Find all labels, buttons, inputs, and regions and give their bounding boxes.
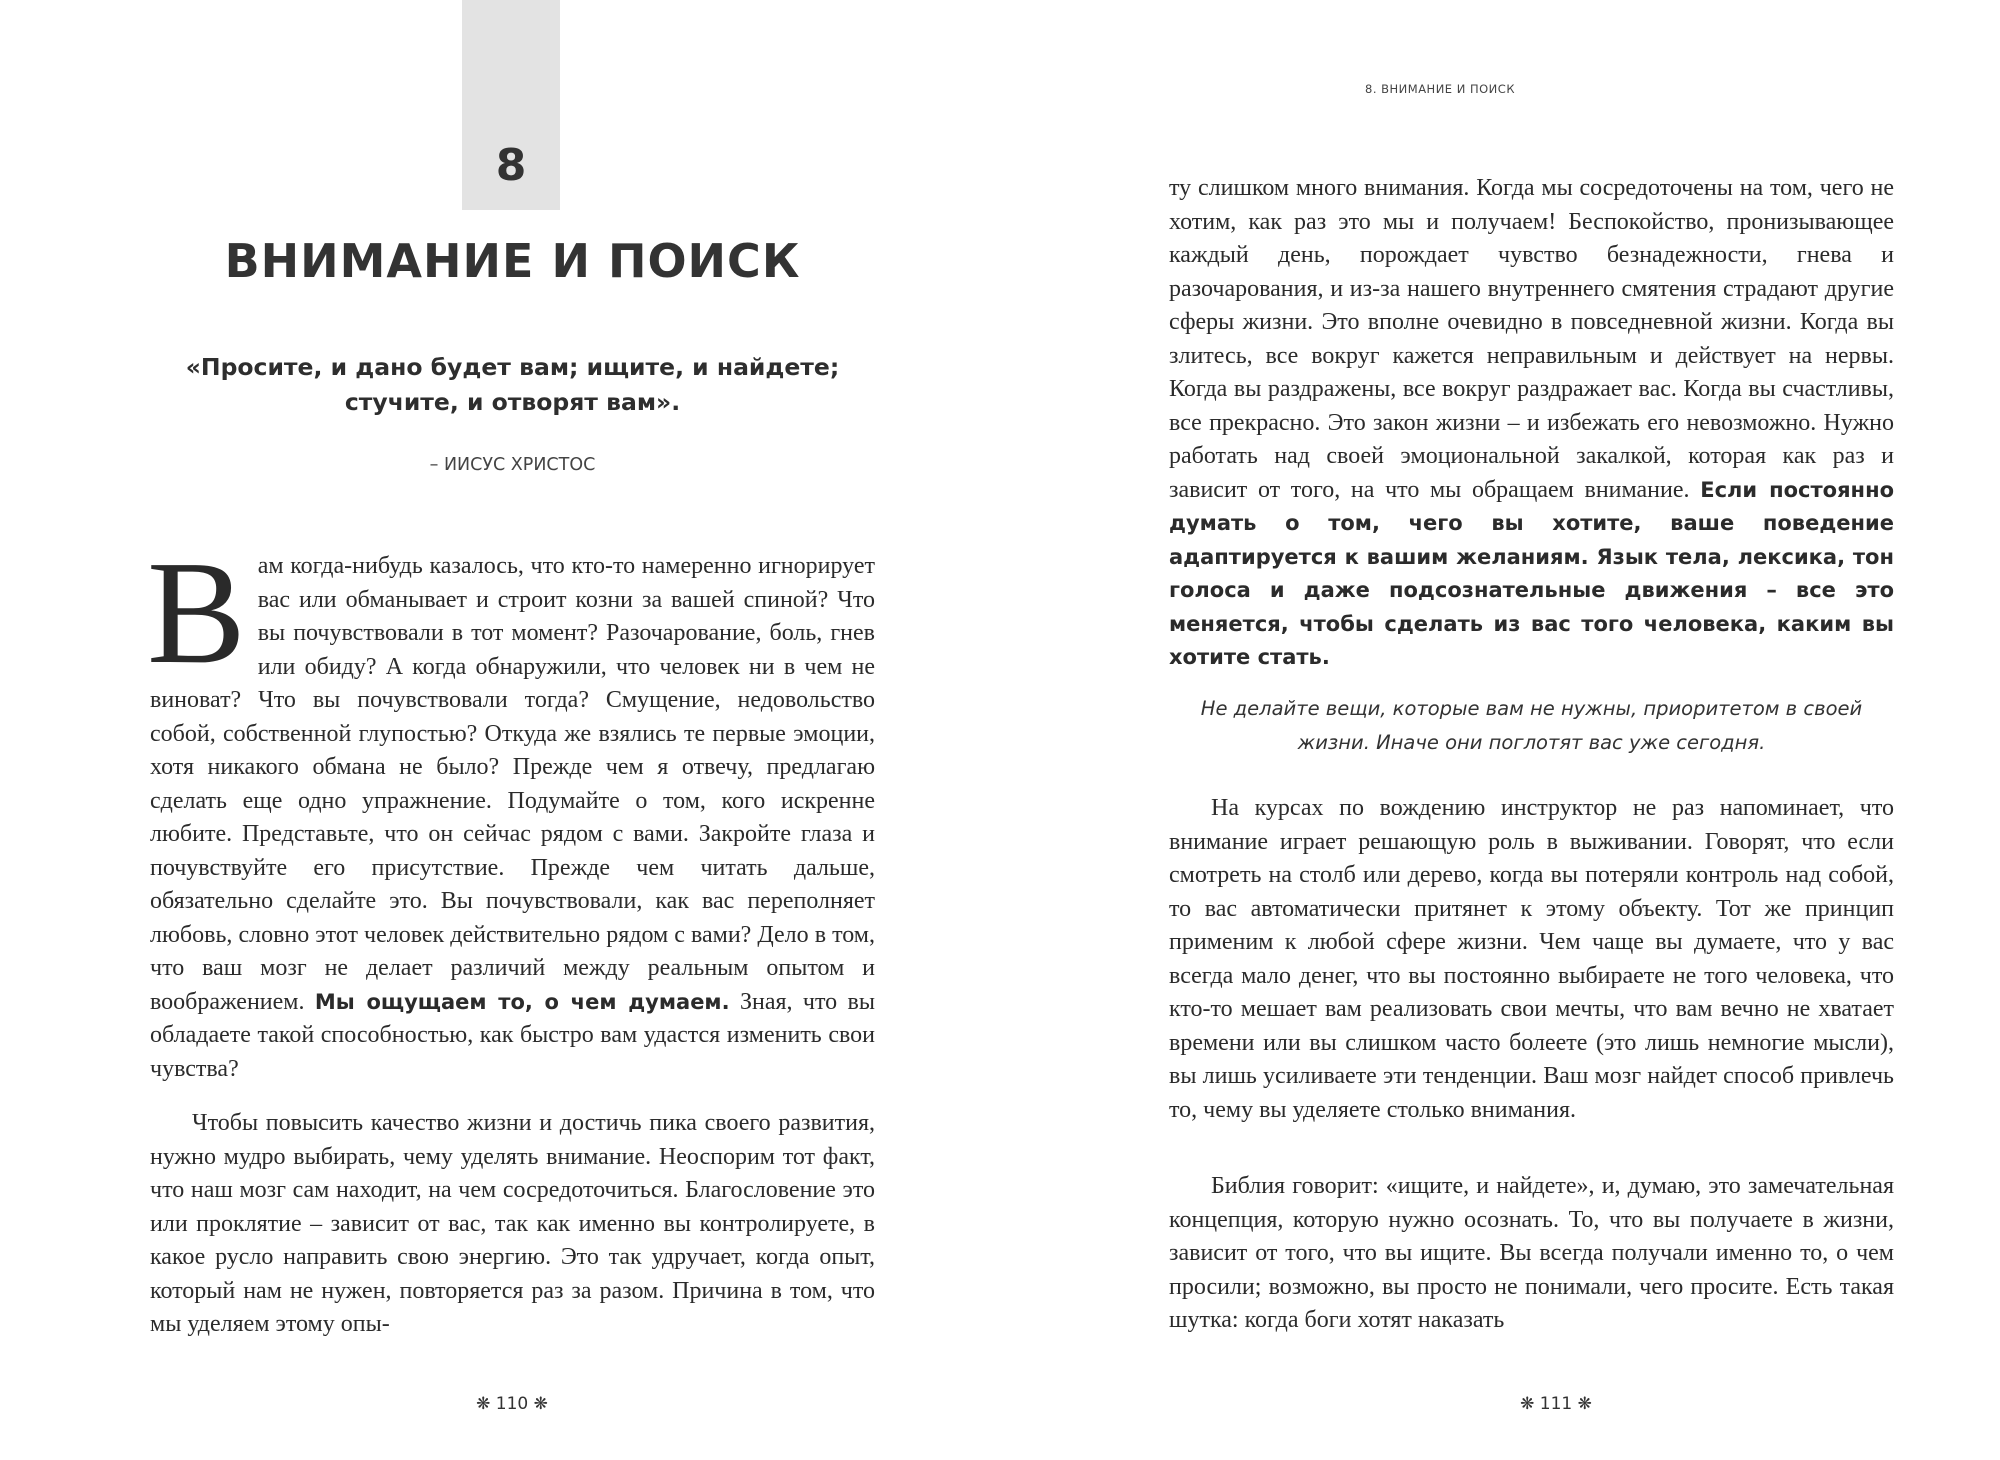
paragraph-1-bold: Мы ощущаем то, о чем думаем.: [314, 989, 730, 1014]
paragraph-3-bold: Если постоянно думать о том, чего вы хотите, ваше поведение адаптируется к вашим желаниям. Язык тела, лексика, тон голоса и даже подсознательные движения – все это меняется, чтобы сделать из вас того человека, каким вы хотите стать.: [1169, 477, 1895, 669]
paragraph-2: Чтобы повысить качество жизни и достичь пика своего развития, нужно мудро выбирать, чему уделять внимание. Неоспорим тот факт, что наш мозг сам находит, на чем сосредоточиться. Благословение это или проклятие – зависит от вас, так как именно вы контролируете, в какое русло направить свою энергию. Это так удручает, когда опыт, который нам не нужен, повторяется раз за разом. Причина в том, что мы уделяем этому опы-: [150, 1110, 875, 1337]
paragraph-1-text-a: ам когда-нибудь казалось, что кто-то намеренно игнорирует вас или обманывает и строит козни за вашей спиной? Что вы почувствовали в тот момент? Разочарование, боль, гнев или обиду? А когда обнаружили, что человек ни в чем не виноват? Что вы почувствовали тогда? Смущение, недовольство собой, собственной глупостью? Откуда же взялись те первые эмоции, хотя никакого обмана не было? Прежде чем я отвечу, предлагаю сделать еще одно упражнение. Подумайте о том, кого искренне любите. Представьте, что он сейчас рядом с вами. Закройте глаза и почувствуйте его присутствие. Прежде чем читать дальше, обязательно сделайте это. Вы почувствовали, как вас переполняет любовь, словно этот человек действительно рядом с вами? Дело в том, что ваш мозг не делает различий между реальным опытом и воображением.: [150, 553, 875, 1015]
running-head: 8. ВНИМАНИЕ И ПОИСК: [1365, 82, 1515, 96]
drop-cap: В: [147, 531, 246, 695]
chapter-number: 8: [495, 140, 527, 191]
paragraph-1-text-b: Зная, что вы обладаете такой способностью, как быстро вам удастся изменить свои чувства?: [150, 988, 876, 1082]
highlight-quote: Не делайте вещи, которые вам не нужны, приоритетом в своей жизни. Иначе они поглотят вас уже сегодня.: [1200, 697, 1863, 754]
page-number-left: ❋ 110 ❋: [476, 1394, 548, 1414]
paragraph-3-text: ту слишком много внимания. Когда мы сосредоточены на том, чего не хотим, как раз это мы и получаем! Беспокойство, пронизывающее каждый день, порождает чувство безнадежности, гнева и разочарования, и из-за нашего внутреннего смятения страдают другие сферы жизни. Это вполне очевидно в повседневной жизни. Когда вы злитесь, все вокруг кажется неправильным и действует на нервы. Когда вы раздражены, все вокруг раздражает вас. Когда вы счастливы, все прекрасно. Это закон жизни – и избежать его невозможно. Нужно работать над своей эмоциональной закалкой, которая как раз и зависит от того, на что мы обращаем внимание.: [1169, 175, 1894, 503]
page-number-right: ❋ 111 ❋: [1520, 1394, 1592, 1414]
chapter-title: ВНИМАНИЕ И ПОИСК: [224, 234, 801, 288]
epigraph-author: – ИИСУС ХРИСТОС: [429, 455, 596, 475]
paragraph-1: [147, 531, 876, 1086]
paragraph-4: На курсах по вождению инструктор не раз напоминает, что внимание играет решающую роль в выживании. Говорят, что если смотреть на столб или дерево, когда вы потеряли контроль над собой, то вас автоматически притянет к этому объекту. Тот же принцип применим к любой сфере жизни. Чем чаще вы думаете, что у вас всегда мало денег, что вы постоянно выбираете не того человека, что кто-то мешает вам реализовать свои мечты, что вам вечно не хватает времени или вы слишком часто болеете (это лишь немногие мысли), вы лишь усиливаете эти тенденции. Ваш мозг найдет способ привлечь то, чему вы уделяете столько внимания.: [1169, 795, 1894, 1123]
paragraph-3: [1169, 172, 1894, 675]
epigraph: «Просите, и дано будет вам; ищите, и найдете; стучите, и отворят вам».: [185, 353, 840, 416]
paragraph-5: Библия говорит: «ищите, и найдете», и, думаю, это замечательная концепция, которую нужно осознать. То, что вы получаете в жизни, зависит от того, что вы ищите. Вы всегда получали именно то, о чем просили; возможно, вы просто не понимали, чего просите. Есть такая шутка: когда боги хотят наказать: [1169, 1173, 1894, 1333]
